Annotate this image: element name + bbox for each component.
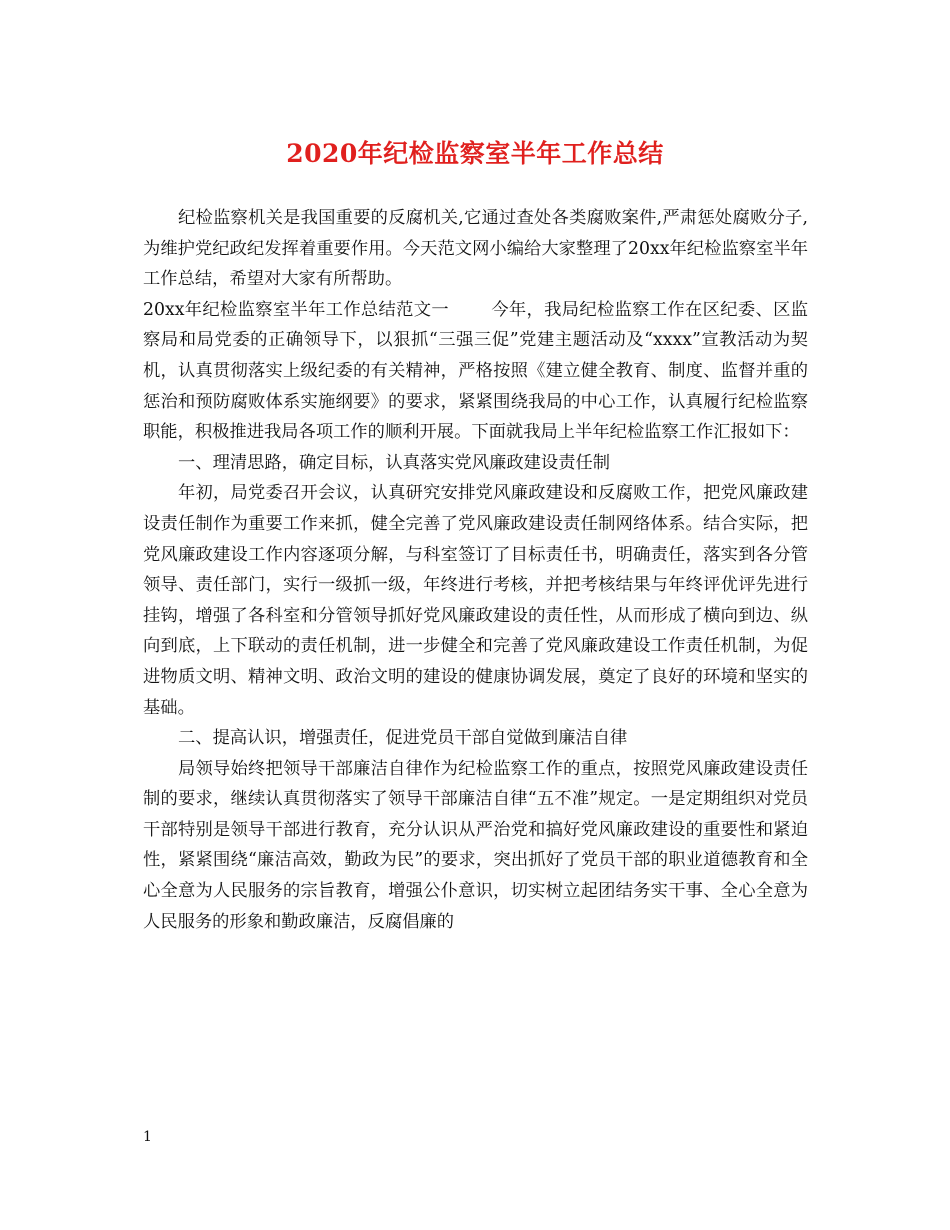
document-title: 2020年纪检监察室半年工作总结	[286, 139, 664, 168]
section-one-body: 年初，局党委召开会议，认真研究安排党风廉政建设和反腐败工作，把党风廉政建设责任制作为重要工作来抓，健全完善了党风廉政建设责任制网络体系。结合实际，把党风廉政建设工作内容逐项分解，与科室签订了目标责任书，明确责任，落实到各分管领导、责任部门，实行一级抓一级，年终进行考核，并把考核结果与年终评优评先进行挂钩，增强了各科室和分管领导抓好党风廉政建设的责任性，从而形成了横向到边、纵向到底，上下联动的责任机制，进一步健全和完善了党风廉政建设工作责任机制，为促进物质文明、精神文明、政治文明的建设的健康协调发展，奠定了良好的环境和坚实的基础。	[143, 483, 808, 718]
page-number: 1	[143, 1129, 152, 1145]
sample-one-text: 今年，我局纪检监察工作在区纪委、区监察局和局党委的正确领导下，以狠抓“三强三促”党建主题活动及“xxxx”宣教活动为契机，认真贯彻落实上级纪委的有关精神，严格按照《建立健全教育、制度、监督并重的惩治和预防腐败体系实施纲要》的要求，紧紧围绕我局的中心工作，认真履行纪检监察职能，积极推进我局各项工作的顺利开展。下面就我局上半年纪检监察工作汇报如下：	[143, 299, 808, 443]
intro-paragraph: 纪检监察机关是我国重要的反腐机关,它通过查处各类腐败案件,严肃惩处腐败分子,为维护党纪政纪发挥着重要作用。今天范文网小编给大家整理了20xx年纪检监察室半年工作总结，希望对大家有所帮助。	[143, 208, 808, 290]
section-two-body: 局领导始终把领导干部廉洁自律作为纪检监察工作的重点，按照党风廉政建设责任制的要求，继续认真贯彻落实了领导干部廉洁自律“五不准”规定。一是定期组织对党员干部特别是领导干部进行教育，充分认识从严治党和搞好党风廉政建设的重要性和紧迫性，紧紧围绕“廉洁高效，勤政为民”的要求，突出抓好了党员干部的职业道德教育和全心全意为人民服务的宗旨教育，增强公仆意识，切实树立起团结务实干事、全心全意为人民服务的形象和勤政廉洁，反腐倡廉的	[143, 758, 808, 932]
document-body	[143, 203, 808, 937]
section-heading-one: 一、理清思路，确定目标，认真落实党风廉政建设责任制	[178, 452, 611, 473]
sample-one-heading: 20xx年纪检监察室半年工作总结范文一	[143, 299, 449, 320]
sample-one-paragraph	[143, 295, 808, 448]
section-heading-two: 二、提高认识，增强责任，促进党员干部自觉做到廉洁自律	[178, 728, 628, 749]
